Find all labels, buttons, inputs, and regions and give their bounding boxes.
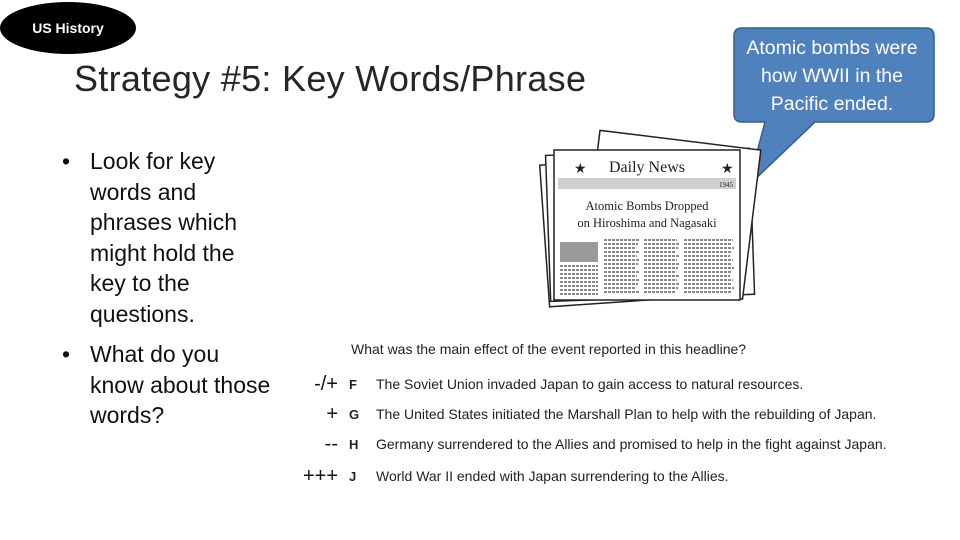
answer-row <box>280 462 940 490</box>
answer-text: The Soviet Union invaded Japan to gain access to natural resources. <box>376 376 804 392</box>
date-bar <box>558 178 736 189</box>
bullet-text: Look for key words and phrases which might hold the key to the questions. <box>90 148 238 327</box>
answer-mark: -- <box>324 432 338 455</box>
answer-row <box>280 400 940 428</box>
course-badge-label: US History <box>32 20 104 36</box>
newspaper-headline-line2: on Hiroshima and Nagasaki <box>577 216 717 230</box>
answer-mark: + <box>326 402 338 425</box>
answer-text: The United States initiated the Marshall Plan to help with the rebuilding of Japan. <box>376 406 877 422</box>
answer-letter: J <box>349 468 357 484</box>
newspaper-illustration <box>530 128 765 313</box>
bullet-dot-icon: • <box>62 341 71 367</box>
newspaper-photo <box>560 242 598 262</box>
answer-letter: F <box>349 376 357 392</box>
answer-mark: +++ <box>302 464 338 487</box>
newspaper-year: 1945 <box>719 181 733 189</box>
answer-letter: G <box>349 406 360 422</box>
bullet-text: What do you know about those words? <box>90 341 271 428</box>
answer-letter: H <box>349 436 359 452</box>
newspaper-headline-line1: Atomic Bombs Dropped <box>585 199 709 213</box>
answer-row <box>280 430 940 458</box>
star-icon: ★ <box>721 162 734 177</box>
answer-row <box>280 370 940 398</box>
newspaper-masthead: Daily News <box>609 159 685 176</box>
callout-text: Atomic bombs were how WWII in the Pacific ended. <box>746 37 918 115</box>
slide-title: Strategy #5: Key Words/Phrase <box>74 58 587 99</box>
bullet-dot-icon: • <box>62 148 71 174</box>
answer-text: World War II ended with Japan surrendering to the Allies. <box>376 468 729 484</box>
answer-mark: -/+ <box>314 372 338 395</box>
answer-text: Germany surrendered to the Allies and promised to help in the fight against Japan. <box>376 436 887 452</box>
question-prompt: What was the main effect of the event reported in this headline? <box>351 341 747 357</box>
star-icon: ★ <box>574 162 587 177</box>
